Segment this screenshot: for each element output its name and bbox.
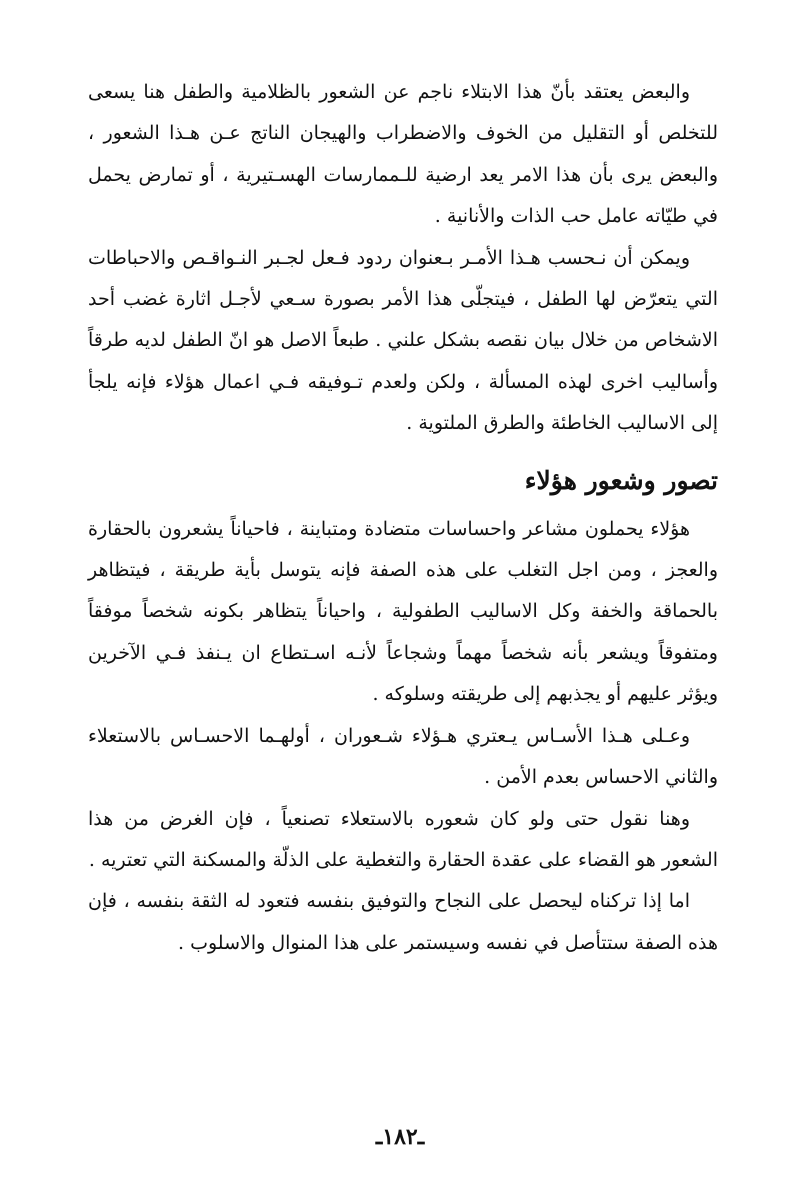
section-heading: تصور وشعور هؤلاء bbox=[524, 465, 718, 495]
page-body bbox=[88, 72, 718, 964]
body-paragraph: وعـلى هـذا الأسـاس يـعتري هـؤلاء شـعوران ، أولهـما الاحسـاس بالاستعلاء والثاني الاحساس بعدم الأمن . bbox=[88, 724, 718, 789]
body-paragraph: والبعض يعتقد بأنّ هذا الابتلاء ناجم عن الشعور بالظلامية والطفل هنا يسعى للتخلص أو التقليل من الخوف والاضطراب والهيجان الناتج عـن هـذا الشعور ، والبعض يرى بأن هذا الامر يعد ارضية للـممارسات الهسـتيرية ، أو تمارض يحمل في طيّاته عامل حب الذات والأنانية . bbox=[88, 81, 718, 228]
body-paragraph: وهنا نقول حتى ولو كان شعوره بالاستعلاء تصنعياً ، فإن الغرض من هذا الشعور هو القضاء على عقدة الحقارة والتغطية على الذلّة والمسكنة التي تعتريه . bbox=[88, 807, 718, 871]
page-number: ـ١٨٢ـ bbox=[375, 1124, 425, 1150]
body-paragraph: هؤلاء يحملون مشاعر واحساسات متضادة ومتباينة ، فاحياناً يشعرون بالحقارة والعجز ، ومن اجل التغلب على هذه الصفة فإنه يتوسل بأية طريقة ، فيتظاهر بالحماقة والخفة وكل الاساليب الطفولية ، واحياناً يتظاهر بكونه شخصاً موفقاً ومتفوقاً ويشعر بأنه شخصاً مهماً وشجاعاً لأنـه اسـتطاع ان يـنفذ فـي الآخرين ويؤثر عليهم أو يجذبهم إلى طريقته وسلوكه . bbox=[88, 517, 718, 706]
body-paragraph: اما إذا تركناه ليحصل على النجاح والتوفيق بنفسه فتعود له الثقة بنفسه ، فإن هذه الصفة ستتأصل في نفسه وسيستمر على هذا المنوال والاسلوب . bbox=[88, 890, 718, 954]
body-paragraph: ويمكن أن نـحسب هـذا الأمـر بـعنوان ردود فـعل لجـبر النـواقـص والاحباطات التي يتعرّض لها الطفل ، فيتجلّى هذا الأمر بصورة سـعي لأجـل اثارة غضب أحد الاشخاص من خلال بيان نقصه بشكل علني . طبعاً الاصل هو انّ الطفل لديه طرقاً وأساليب اخرى لهذه المسألة ، ولكن ولعدم تـوفيقه فـي اعمال هؤلاء فإنه يلجأ إلى الاساليب الخاطئة والطرق الملتوية . bbox=[88, 246, 718, 435]
